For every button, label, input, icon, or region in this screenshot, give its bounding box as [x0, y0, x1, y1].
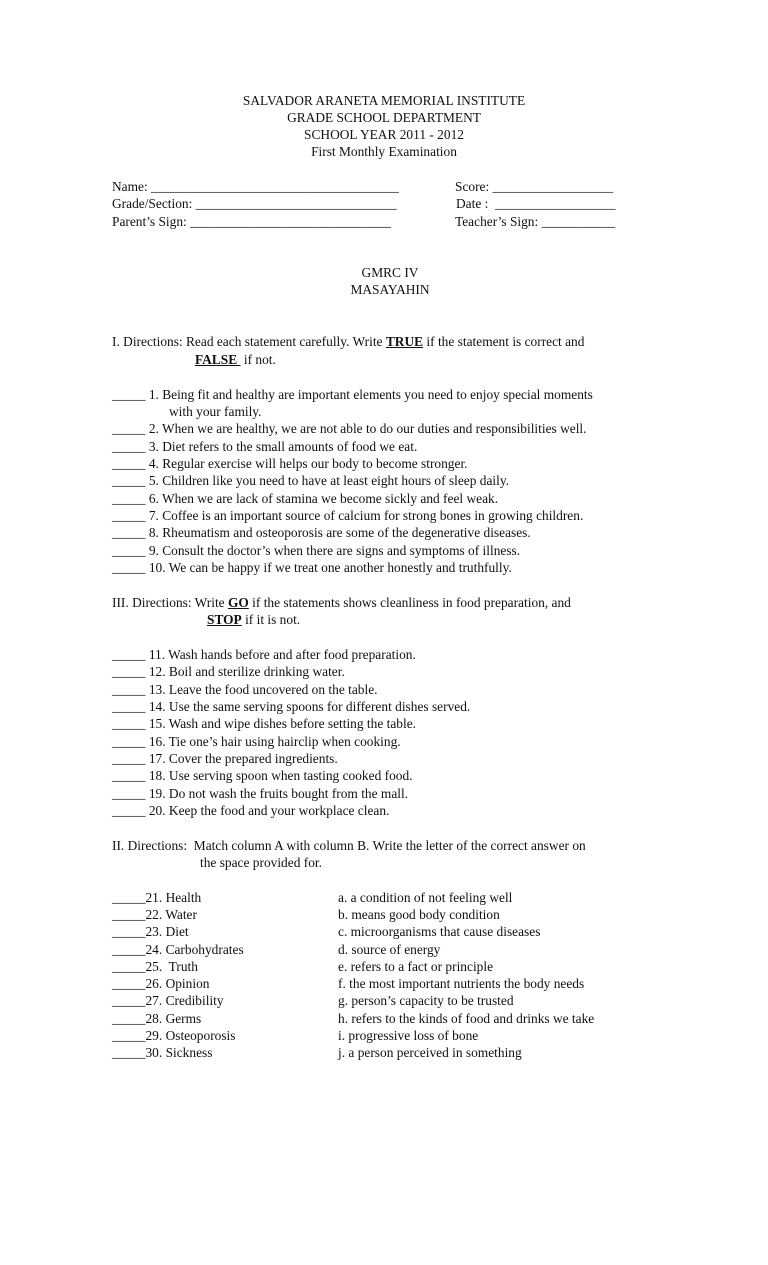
- column-a-item: _____30. Sickness: [112, 1045, 213, 1060]
- list-item: _____ 8. Rheumatism and osteoporosis are some of the degenerative diseases.: [112, 525, 531, 540]
- column-b-item: h. refers to the kinds of food and drinks we take: [338, 1011, 595, 1026]
- column-a-item: _____29. Osteoporosis: [112, 1028, 236, 1043]
- part3-directions-text-3: if it is not.: [241, 612, 301, 627]
- column-a-item: _____28. Germs: [112, 1011, 202, 1026]
- part1-directions-text-3: if not.: [240, 352, 276, 367]
- list-item: _____ 5. Children like you need to have at least eight hours of sleep daily.: [112, 473, 510, 488]
- list-item: _____ 14. Use the same serving spoons for different dishes served.: [112, 699, 471, 714]
- column-a-item: _____22. Water: [112, 907, 197, 922]
- list-item: _____ 20. Keep the food and your workplace clean.: [112, 803, 390, 818]
- list-item: _____ 17. Cover the prepared ingredients.: [112, 751, 338, 766]
- column-b-item: d. source of energy: [338, 942, 441, 957]
- department-name: GRADE SCHOOL DEPARTMENT: [287, 110, 481, 125]
- part1-directions-text-2: if the statement is correct and: [423, 334, 585, 349]
- column-b-item: f. the most important nutrients the body needs: [338, 976, 585, 991]
- list-item: _____ 12. Boil and sterilize drinking water.: [112, 664, 345, 679]
- school-year: SCHOOL YEAR 2011 - 2012: [304, 127, 464, 142]
- list-item: _____ 13. Leave the food uncovered on the table.: [112, 682, 378, 697]
- list-item: _____ 6. When we are lack of stamina we become sickly and feel weak.: [112, 491, 499, 506]
- list-item: _____ 7. Coffee is an important source of calcium for strong bones in growing children.: [112, 508, 584, 523]
- column-b-item: e. refers to a fact or principle: [338, 959, 494, 974]
- list-item: _____ 18. Use serving spoon when tasting cooked food.: [112, 768, 413, 783]
- part2-directions: II. Directions: Match column A with column B. Write the letter of the correct answer on: [112, 838, 586, 853]
- column-b-item: a. a condition of not feeling well: [338, 890, 513, 905]
- list-item: _____ 19. Do not wash the fruits bought from the mall.: [112, 786, 409, 801]
- name-field: Name: _____________________________________: [112, 179, 399, 194]
- part1-directions-text: I. Directions: Read each statement carefully. Write: [112, 334, 386, 349]
- column-a-item: _____23. Diet: [112, 924, 189, 939]
- part3-directions-cont: [207, 611, 300, 628]
- score-field: Score: __________________: [455, 179, 614, 194]
- part3-directions-text-2: if the statements shows cleanliness in food preparation, and: [248, 595, 571, 610]
- column-a-item: _____21. Health: [112, 890, 202, 905]
- list-item: _____ 3. Diet refers to the small amounts of food we eat.: [112, 439, 418, 454]
- false-keyword: FALSE: [195, 352, 241, 367]
- subject-title: MASAYAHIN: [350, 282, 430, 297]
- column-a-item: _____24. Carbohydrates: [112, 942, 244, 957]
- true-keyword: TRUE: [385, 334, 424, 349]
- part3-directions: [112, 594, 571, 611]
- list-item: _____ 1. Being fit and healthy are important elements you need to enjoy special moments: [112, 387, 593, 402]
- list-item-continued: with your family.: [169, 404, 262, 419]
- grade-section-field: Grade/Section: ______________________________: [112, 196, 397, 211]
- part1-directions: [112, 333, 584, 350]
- list-item: _____ 4. Regular exercise will helps our body to become stronger.: [112, 456, 468, 471]
- school-name: SALVADOR ARANETA MEMORIAL INSTITUTE: [242, 93, 526, 108]
- column-a-item: _____26. Opinion: [112, 976, 210, 991]
- list-item: _____ 10. We can be happy if we treat one another honestly and truthfully.: [112, 560, 512, 575]
- list-item: _____ 11. Wash hands before and after food preparation.: [112, 647, 416, 662]
- exam-title: First Monthly Examination: [311, 144, 457, 159]
- column-a-item: _____27. Credibility: [112, 993, 224, 1008]
- teacher-sign-field: Teacher’s Sign: ___________: [455, 214, 616, 229]
- parent-sign-field: Parent’s Sign: ______________________________: [112, 214, 391, 229]
- column-a-item: _____25. Truth: [112, 959, 198, 974]
- subject-code: GMRC IV: [361, 265, 419, 280]
- column-b-item: c. microorganisms that cause diseases: [338, 924, 541, 939]
- list-item: _____ 16. Tie one’s hair using hairclip when cooking.: [112, 734, 401, 749]
- column-b-item: g. person’s capacity to be trusted: [338, 993, 514, 1008]
- list-item: _____ 9. Consult the doctor’s when there are signs and symptoms of illness.: [112, 543, 521, 558]
- column-b-item: b. means good body condition: [338, 907, 500, 922]
- list-item: _____ 2. When we are healthy, we are not able to do our duties and responsibilities well.: [112, 421, 587, 436]
- part3-directions-text: III. Directions: Write: [112, 595, 228, 610]
- part2-directions-cont: the space provided for.: [200, 855, 322, 870]
- stop-keyword: STOP: [207, 612, 242, 627]
- column-b-item: j. a person perceived in something: [338, 1045, 522, 1060]
- part1-directions-cont: [195, 351, 276, 368]
- go-keyword: GO: [227, 595, 249, 610]
- list-item: _____ 15. Wash and wipe dishes before setting the table.: [112, 716, 416, 731]
- column-b-item: i. progressive loss of bone: [338, 1028, 479, 1043]
- date-field: Date : __________________: [456, 196, 616, 211]
